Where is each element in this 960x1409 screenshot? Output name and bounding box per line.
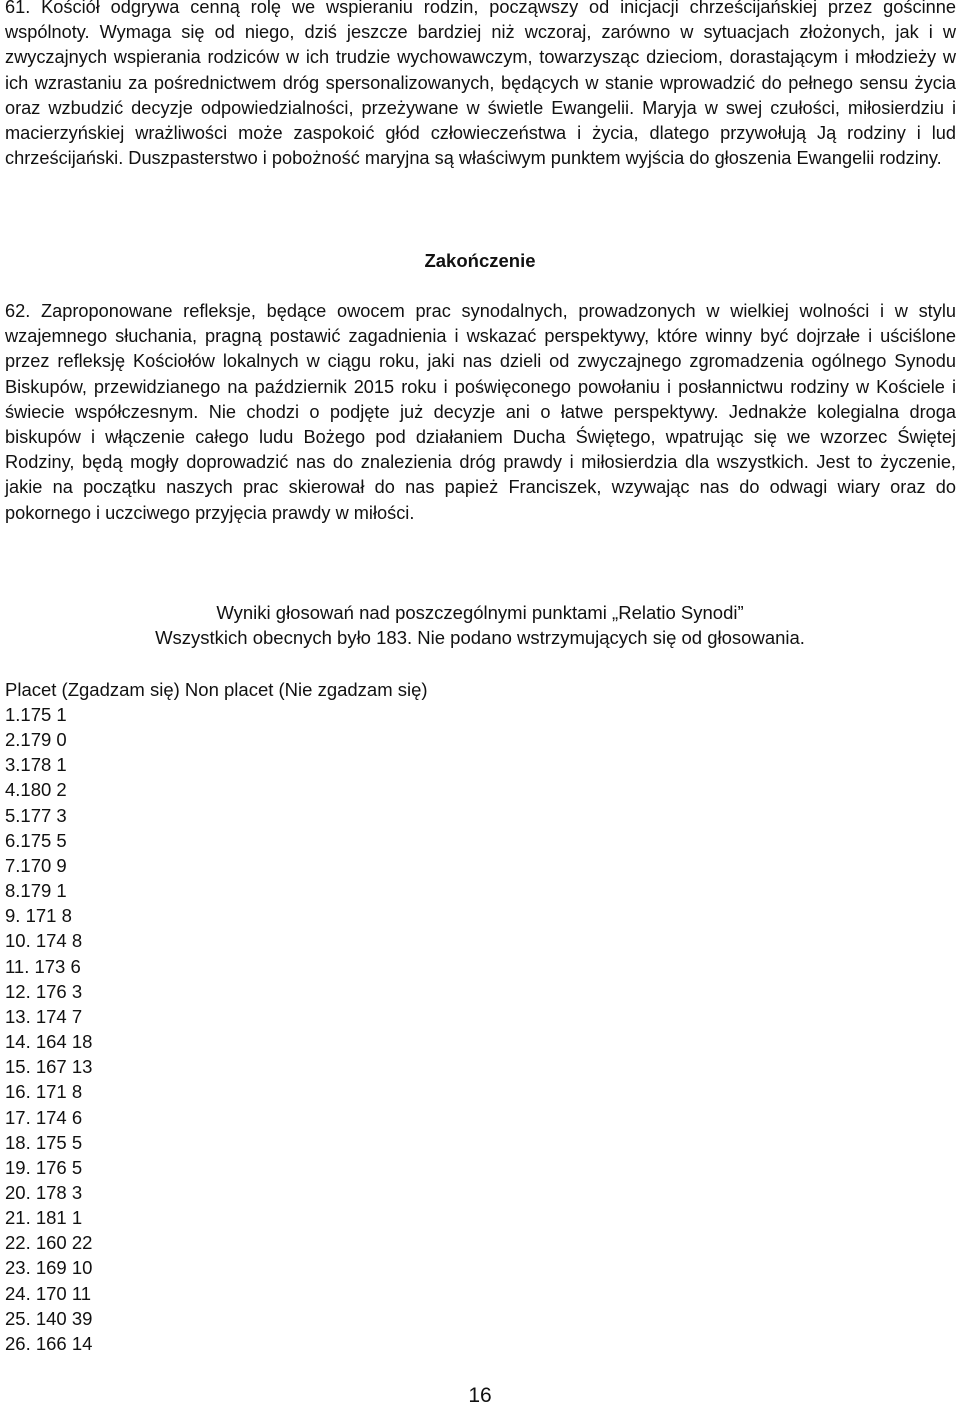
vote-row: 13. 174 7	[5, 1005, 83, 1027]
vote-row: 14. 164 18	[5, 1031, 93, 1053]
vote-row: 25. 140 39	[5, 1307, 93, 1329]
page-number: 16	[468, 1384, 492, 1407]
paragraph-61: 61. Kościół odgrywa cenną rolę we wspieraniu rodzin, począwszy od inicjacji chrześcijańskiej przez gościnne wspólnoty. Wymaga się od niego, dziś jeszcze bardziej niż wczoraj, zarówno w sytuacjach złożonych, jak i w zwyczajnych wspierania rodziców w ich trudzie wychowawczym, towarzysząc dzieciom, dorastającym i młodzieży w ich wzrastaniu za pośrednictwem dróg spersonalizowanych, będących w stanie wprowadzić do pełnego sensu życia oraz wzbudzić decyzje odpowiedzialności, przeżywane w świetle Ewangelii. Maryja w swej czułości, miłosierdziu i macierzyńskiej wrażliwości może zaspokoić głód człowieczeństwa i życia, dlatego przywołują Ją rodziny i lud chrześcijański. Duszpasterstwo i pobożność maryjna są właściwym punktem wyjścia do głoszenia Ewangelii rodziny.	[5, 0, 956, 169]
vote-row: 15. 167 13	[5, 1056, 93, 1078]
vote-row: 7.170 9	[5, 854, 67, 876]
vote-row: 21. 181 1	[5, 1207, 83, 1229]
votes-header: Placet (Zgadzam się) Non placet (Nie zgadzam się)	[5, 679, 428, 700]
vote-row: 22. 160 22	[5, 1232, 93, 1254]
vote-row: 10. 174 8	[5, 930, 83, 952]
vote-row: 3.178 1	[5, 754, 67, 776]
vote-row: 5.177 3	[5, 804, 67, 826]
results-title: Wyniki głosowań nad poszczególnymi punktami „Relatio Synodi”	[216, 602, 744, 623]
vote-row: 19. 176 5	[5, 1156, 83, 1178]
vote-row: 17. 174 6	[5, 1106, 83, 1128]
vote-row: 6.175 5	[5, 829, 67, 851]
results-subtitle: Wszystkich obecnych było 183. Nie podano wstrzymujących się od głosowania.	[155, 627, 805, 648]
vote-row: 20. 178 3	[5, 1181, 83, 1203]
vote-row: 23. 169 10	[5, 1257, 93, 1279]
vote-row: 18. 175 5	[5, 1131, 83, 1153]
vote-row: 8.179 1	[5, 880, 67, 902]
vote-row: 12. 176 3	[5, 980, 83, 1002]
vote-row: 1.175 1	[5, 704, 67, 725]
vote-row: 11. 173 6	[5, 955, 81, 977]
section-heading: Zakończenie	[424, 250, 536, 271]
vote-row: 2.179 0	[5, 729, 67, 751]
vote-row: 24. 170 11	[5, 1282, 92, 1304]
vote-row: 16. 171 8	[5, 1081, 83, 1103]
paragraph-62: 62. Zaproponowane refleksje, będące owocem prac synodalnych, prowadzonych w wielkiej wolności i w stylu wzajemnego słuchania, pragną postawić zagadnienia i wskazać perspektywy, które winny być dojrzałe i uściślone przez refleksję Kościołów lokalnych w ciągu roku, jaki nas dzieli od zwyczajnego zgromadzenia ogólnego Synodu Biskupów, przewidzianego na październik 2015 roku i poświęconego powołaniu i posłannictwu rodziny w Kościele i świecie współczesnym. Nie chodzi o podjęte już decyzje ani o łatwe perspektywy. Jednakże kolegialna droga biskupów i włączenie całego ludu Bożego pod działaniem Ducha Świętego, wpatrując się we wzorzec Świętej Rodziny, będą mogły doprowadzić nas do znalezienia dróg prawdy i miłosierdzia dla wszystkich. Jest to życzenie, jakie na początku naszych prac skierował do nas papież Franciszek, wzywając nas do odwagi wiary oraz do pokornego i uczciwego przyjęcia prawdy w miłości.	[5, 301, 956, 523]
vote-row: 9. 171 8	[5, 905, 72, 927]
votes-list	[5, 702, 92, 1356]
vote-row: 26. 166 14	[5, 1332, 93, 1354]
vote-row: 4.180 2	[5, 779, 67, 801]
